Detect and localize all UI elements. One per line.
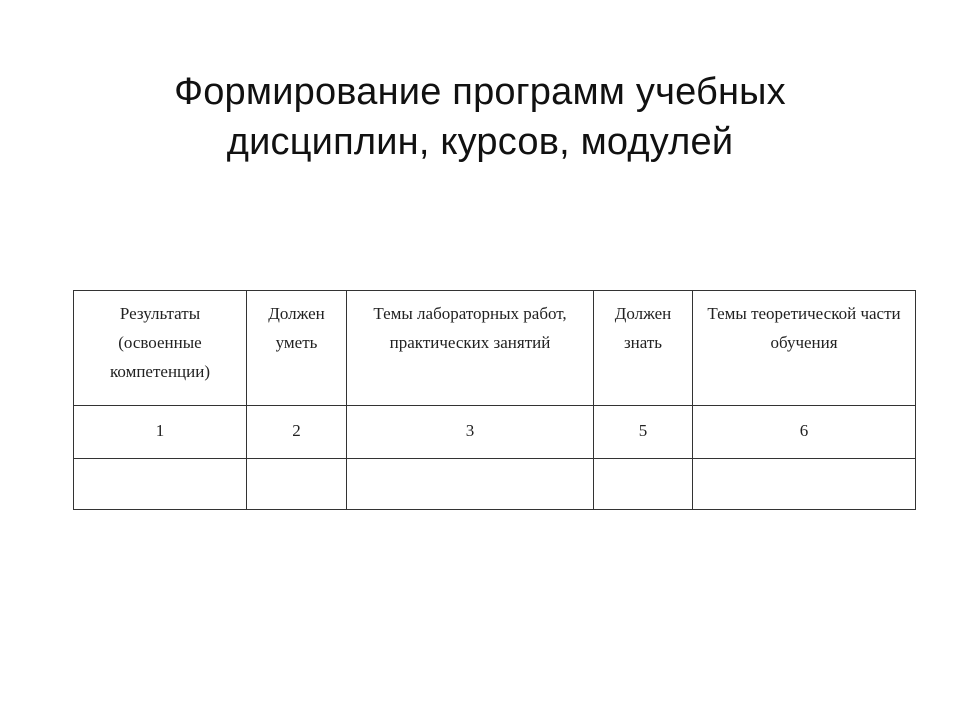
header-cell-results: Результаты (освоенные компетенции) — [74, 291, 247, 406]
empty-cell — [693, 459, 916, 510]
column-number-cell: 2 — [247, 406, 347, 459]
header-cell-theory-topics: Темы теоретической части обучения — [693, 291, 916, 406]
empty-cell — [247, 459, 347, 510]
slide-title — [0, 67, 960, 167]
table-header-row — [74, 291, 916, 406]
header-cell-knowledge: Должен знать — [594, 291, 693, 406]
table-number-row — [74, 406, 916, 459]
empty-cell — [594, 459, 693, 510]
empty-cell — [74, 459, 247, 510]
slide-title-line-1: Формирование программ учебных — [174, 71, 786, 114]
column-number-cell: 6 — [693, 406, 916, 459]
header-cell-skills: Должен уметь — [247, 291, 347, 406]
column-number-cell: 1 — [74, 406, 247, 459]
empty-cell — [347, 459, 594, 510]
slide-title-line-2: дисциплин, курсов, модулей — [226, 121, 734, 164]
column-number-cell: 3 — [347, 406, 594, 459]
header-cell-lab-topics: Темы лабораторных работ, практических занятий — [347, 291, 594, 406]
table-empty-row — [74, 459, 916, 510]
program-structure-table — [73, 290, 916, 510]
column-number-cell: 5 — [594, 406, 693, 459]
